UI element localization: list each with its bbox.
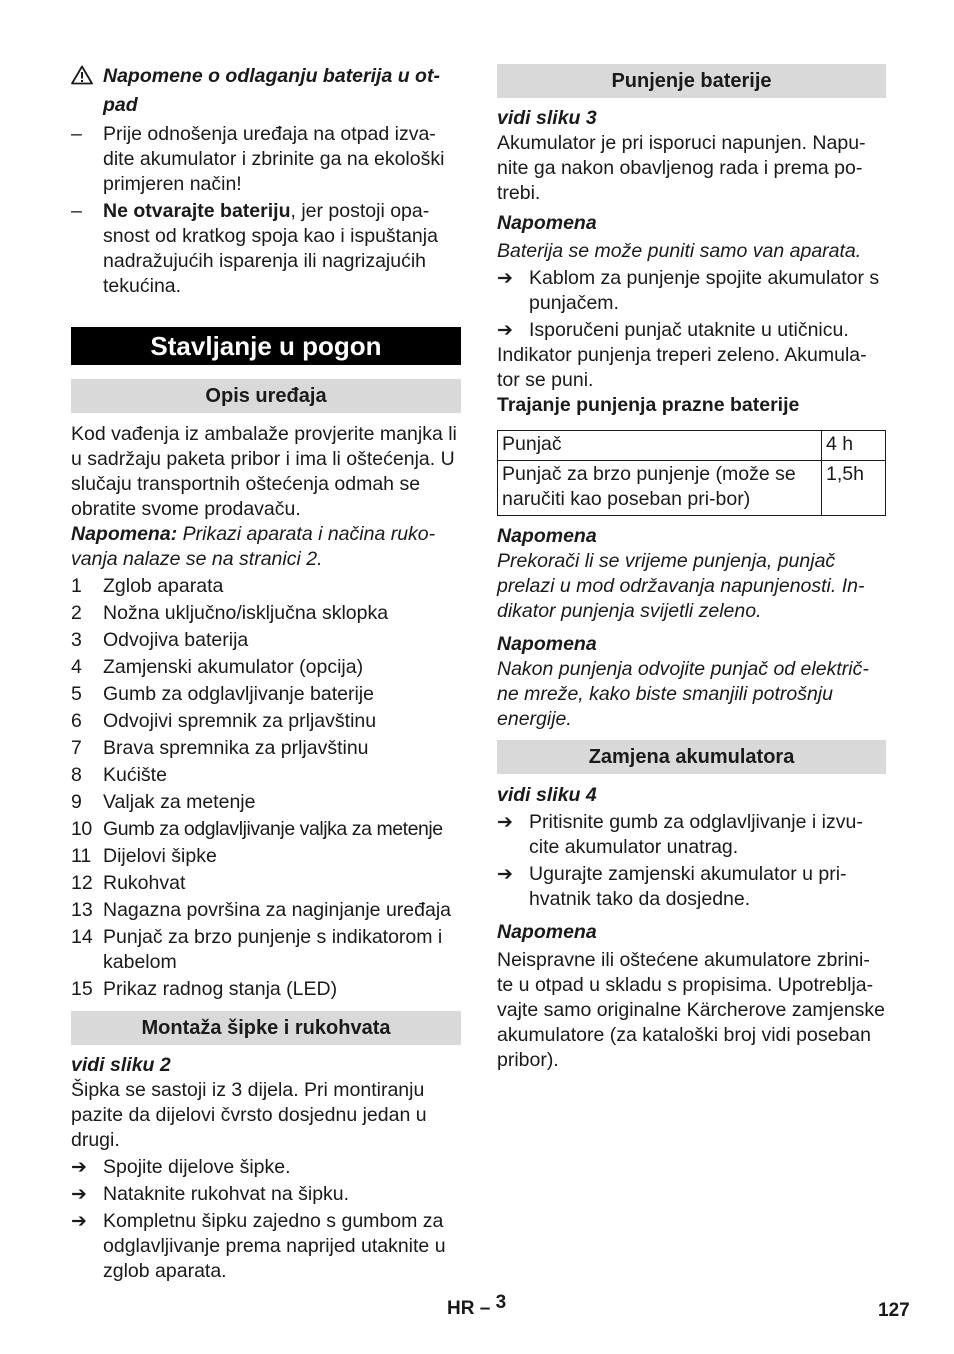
charging-note-label: Napomena [497,212,597,234]
charging-note-text: Baterija se može puniti samo van aparata. [497,240,862,262]
parts-list [71,574,461,1002]
footer-section-ref [447,1292,507,1321]
footer-lang: HR [447,1298,475,1319]
list-item-text: Dijelovi šipke [103,845,217,867]
replacement-note-label: Napomena [497,921,597,943]
unplug-note-label: Napomena [497,633,597,655]
charger-cell: Punjač [498,431,822,461]
arrow-icon: ➔ [497,320,513,341]
device-description-intro: Kod vađenja iz ambalaže provjerite manjka li u sadržaju paketa pribor i ima li oštećenja. U slučaju transportnih oštećenja odmah se obratite svome prodavaču. [71,423,457,520]
warning-triangle-icon [71,65,93,85]
left-column [71,62,461,1284]
assembly-step-text: Nataknite rukohvat na šipku. [103,1183,350,1205]
list-item [71,871,461,896]
list-item [71,574,461,599]
arrow-icon: ➔ [71,1184,87,1205]
warning-item-text: , jer postoji opa-snost od kratkog spoja kao i ispuštanja nadražujućih isparenja ili nagrizajućih tekućina. [103,200,438,297]
list-item [71,790,461,815]
warning-item [71,199,461,299]
arrow-icon: ➔ [497,812,513,833]
device-description-heading: Opis uređaja [71,379,461,413]
list-item-number: 1 [71,575,82,597]
list-item-text: Odvojiva baterija [103,629,249,651]
table-row [498,461,886,516]
list-item-text: Valjak za metenje [103,791,256,813]
list-item [71,655,461,680]
battery-disposal-warning-heading [71,62,461,120]
list-item-number: 13 [71,899,93,921]
list-item-text: Punjač za brzo punjenje s indikatorom i kabelom [103,926,443,973]
overcharge-note-label: Napomena [497,525,597,547]
replacement-step [497,810,886,860]
list-item-number: 10 [71,818,92,840]
note-label: Napomena: [71,523,178,545]
list-item-number: 7 [71,737,82,759]
list-item-number: 8 [71,764,82,786]
list-item [71,682,461,707]
device-description-note [71,522,461,572]
page-number: 127 [878,1300,910,1321]
arrow-icon: ➔ [71,1157,87,1178]
list-item-text: Odvojivi spremnik za prljavštinu [103,710,377,732]
right-column [497,64,886,1073]
list-dash: – [71,123,82,145]
list-item-text: Gumb za odglavljivanje baterije [103,683,374,705]
list-item [71,601,461,626]
list-item [71,817,461,842]
charging-step-text: Kablom za punjenje spojite akumulator s punjačem. [529,267,880,314]
footer-section-page: 3 [495,1292,507,1313]
charging-heading: Punjenje baterije [497,64,886,98]
list-item-text: Brava spremnika za prljavštinu [103,737,369,759]
replacement-note-text: Neispravne ili oštećene akumulatore zbrini-te u otpad u skladu s propisima. Upotreblja-vajte samo originalne Kärcherove zamjenske akumulatore (za kataloški broj vidi poseban pribor). [497,949,886,1071]
charging-intro: Akumulator je pri isporuci napunjen. Napu-nite ga nakon obavljenog rada i prema po-trebi. [497,132,866,204]
assembly-step [71,1155,461,1180]
charging-step [497,266,886,316]
list-item-text: Nožna uključno/isključna sklopka [103,602,389,624]
list-item-number: 9 [71,791,82,813]
table-row [498,431,886,461]
charging-step-text: Isporučeni punjač utaknite u utičnicu. [529,319,849,341]
list-item-text: Kućište [103,764,167,786]
list-item-number: 11 [71,845,92,867]
charging-table-title: Trajanje punjenja prazne baterije [497,394,800,416]
list-item [71,628,461,653]
list-item-number: 6 [71,710,82,732]
assembly-figure-ref: vidi sliku 2 [71,1054,171,1076]
warning-item-bold: Ne otvarajte bateriju [103,200,291,222]
list-item-number: 14 [71,926,93,948]
warning-item-text: Prije odnošenja uređaja na otpad izva-dite akumulator i zbrinite ga na ekološki primjeren način! [103,123,445,195]
list-item-text: Nagazna površina za naginjanje uređaja [103,899,451,921]
replacement-step [497,862,886,912]
arrow-icon: ➔ [71,1211,87,1232]
time-cell: 4 h [822,431,886,461]
list-item [71,925,461,975]
list-item-number: 12 [71,872,93,894]
time-cell: 1,5h [822,461,886,516]
assembly-heading: Montaža šipke i rukohvata [71,1011,461,1045]
arrow-icon: ➔ [497,268,513,289]
assembly-step-text: Kompletnu šipku zajedno s gumbom za odglavljivanje prema naprijed utaknite u zglob aparata. [103,1210,446,1282]
list-item-text: Rukohvat [103,872,186,894]
list-item-number: 2 [71,602,82,624]
list-item-text: Gumb za odglavljivanje valjka za metenje [103,818,443,840]
section-title: Stavljanje u pogon [71,327,461,365]
warning-item [71,122,461,197]
list-item [71,844,461,869]
charger-cell: Punjač za brzo punjenje (može se naručiti kao poseban pri-bor) [498,461,822,516]
assembly-step [71,1182,461,1207]
charging-indicator-text: Indikator punjenja treperi zeleno. Akumula-tor se puni. [497,344,867,391]
arrow-icon: ➔ [497,864,513,885]
assembly-step [71,1209,461,1284]
footer-dash: – [479,1298,491,1319]
list-item [71,898,461,923]
unplug-note-text: Nakon punjenja odvojite punjač od električ-ne mreže, kako biste smanjili potrošnju energije. [497,658,869,730]
assembly-step-text: Spojite dijelove šipke. [103,1156,291,1178]
warning-title: Napomene o odlaganju baterija u ot-pad [103,65,440,116]
list-item-text: Zglob aparata [103,575,224,597]
list-dash: – [71,200,82,222]
list-item-text: Prikaz radnog stanja (LED) [103,978,338,1000]
list-item-number: 3 [71,629,82,651]
list-item [71,977,461,1002]
battery-replacement-heading: Zamjena akumulatora [497,740,886,774]
charging-figure-ref: vidi sliku 3 [497,107,597,129]
list-item-number: 5 [71,683,82,705]
list-item [71,736,461,761]
replacement-step-text: Ugurajte zamjenski akumulator u pri-hvatnik tako da dosjedne. [529,863,847,910]
charging-time-table [497,430,886,516]
note-text: Prikazi aparata i načina ruko-vanja nalaze se na stranici 2. [71,523,436,570]
overcharge-note-text: Prekorači li se vrijeme punjenja, punjač prelazi u mod održavanja napunjenosti. In-dikator punjenja svijetli zeleno. [497,550,865,622]
list-item-number: 15 [71,978,93,1000]
replacement-step-text: Pritisnite gumb za odglavljivanje i izvu-cite akumulator unatrag. [529,811,863,858]
replacement-figure-ref: vidi sliku 4 [497,784,597,806]
assembly-intro: Šipka se sastoji iz 3 dijela. Pri montiranju pazite da dijelovi čvrsto dosjednu jedan u drugi. [71,1079,427,1151]
charging-step [497,318,886,343]
list-item-text: Zamjenski akumulator (opcija) [103,656,364,678]
list-item-number: 4 [71,656,82,678]
list-item [71,709,461,734]
list-item [71,763,461,788]
